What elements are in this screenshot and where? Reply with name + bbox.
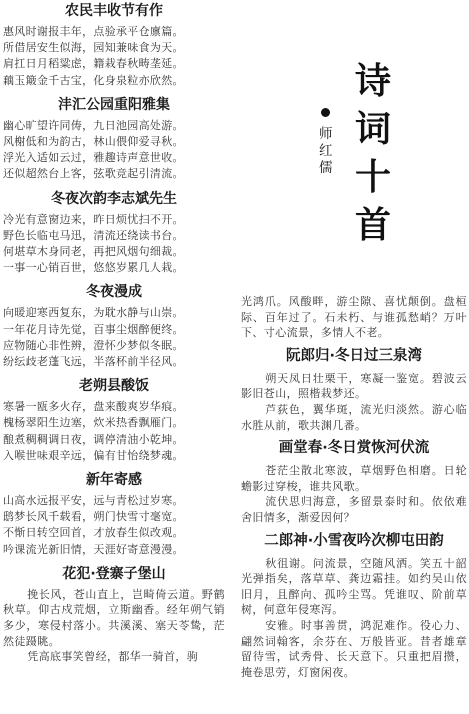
poem-line: 酿煮稠稠调日夜，调停清油小乾坤。: [3, 432, 184, 446]
poem-paragraph: 安雅。时事善贯，鸿泥难作。役心力、翩然词翰客，余芬在、万般皆亚。昔者雄章留待雪，试秀骨、长天意下。只重把眉攒，掩卷思劳，灯窗闲夜。: [241, 618, 467, 679]
poem-title: 花犯·登寨子堡山: [62, 565, 166, 582]
poem-title: 老朔县酸饭: [79, 378, 149, 395]
poem-title: 画堂春·冬日赏恢河伏流: [278, 440, 430, 457]
masthead-char: 十: [355, 157, 392, 198]
poem-paragraph: 凭高底事笑曾经，都华一骑首，驹: [27, 650, 199, 664]
right-column: [241, 294, 467, 680]
poem: [3, 376, 225, 464]
poem-paragraph: 挽长风，苍山直上，岂畸倚云道。野鹤秋草。仰古戍荒烟，立斯幽香。经年朔气销多少，寒侵村落小。共溪溪、塞天苓鸷，茫然徒蹑眺。: [3, 587, 225, 648]
bullet-dot-icon: [321, 108, 330, 117]
poem-title: 新年寄感: [86, 472, 142, 489]
poem: [241, 531, 467, 681]
poem-line: 一年花月诗先觉，百事尘烟醉便终。: [3, 322, 184, 336]
poem-line: 藕玉簸金千古宝，化身泉粒亦欣然。: [3, 73, 184, 87]
poem: [3, 189, 225, 277]
left-column: [3, 0, 225, 665]
poem-title: 二郎神·小雪夜吟次柳屯田韵: [264, 532, 444, 549]
poem: [3, 282, 225, 370]
poem-line: 幽心旷望许同俦，九日池园高处游。: [3, 118, 184, 132]
poem-paragraph: 流伏思归海意，多留景泰时和。依依难舍旧情多，渐爱因何？: [241, 495, 467, 524]
poem: [241, 346, 467, 433]
poem-line: 还似超然台上客，弦歌竞起引清流。: [3, 167, 184, 181]
poem-line: 吟课流光新旧情，天涯好寄意漫漫。: [3, 542, 184, 556]
poem-line: 应物随心非性辨，澄怀少梦似冬眠。: [3, 338, 184, 352]
poem: [3, 1, 225, 89]
poem: [3, 470, 225, 558]
masthead-char: 首: [355, 205, 392, 246]
poem: [3, 95, 225, 183]
poem-title: 阮郎归·冬日过三泉湾: [285, 347, 422, 364]
poem-line: 何堪草木身同老，再把风烟句细裁。: [3, 245, 184, 259]
poem-title: 农民丰收节有作: [65, 3, 163, 19]
poem-line: 风榭低和为韵古，林山偎仰爱寻秋。: [3, 135, 184, 149]
poem-line: 入喉世味艰辛远，偏有甘怡绕梦魂。: [3, 448, 184, 462]
author-char: 红: [319, 143, 333, 159]
poem: [3, 564, 225, 665]
poem-line: 所借居安生似海，园知兼味食为天。: [3, 41, 184, 55]
masthead-char: 诗: [355, 61, 392, 102]
poem-line: 肩扛日月稻粱虑，籍栽春秋畴垄延。: [3, 57, 184, 71]
poem-line: 冷光有意窗边来，昨日烦忧扫不开。: [3, 212, 184, 226]
poem: [241, 438, 467, 525]
poem-line: 鸱梦长风千载看，朔门快雪寸毫宽。: [3, 510, 184, 524]
poem-paragraph: 朔天凤日壮栗干，寒凝一鉴宽。碧波云影旧苍山，照楷栽梦还。: [241, 371, 467, 401]
poem-line: 一事一心销百世，悠悠岁累几人栽。: [3, 261, 184, 275]
poem-line: 向暖迎寒西复东，为耽水静与山崇。: [3, 306, 184, 320]
author-char: 儒: [319, 160, 333, 176]
poem-title: 沣汇公园重阳雅集: [58, 96, 170, 113]
poem-paragraph: 秋徂谢。问流景，空随风洒。笑五十韶光弹指矣，落草草、龚边霜挂。如约吴山依旧月，且醉向、孤吟尘骂。凭谁叹、阶前草树，何意年侵寒泻。: [241, 556, 467, 617]
poem-line: 惠风时谢报丰年，点验承平仓廪篇。: [3, 25, 184, 38]
masthead: [300, 60, 430, 260]
poem-line: 山高水远报平安，远与青松过岁寒。: [3, 494, 184, 508]
poem-line: 不惭日转空回首，才放春生似改观。: [3, 526, 184, 540]
author-char: 师: [319, 126, 333, 142]
masthead-char: 词: [355, 109, 392, 150]
poem-line: 野色长临屯马迅，清流还绕读书台。: [3, 228, 184, 242]
poem-line: 寒暑一瓯多火存，盘来酸爽岁华痕。: [3, 400, 184, 414]
poem-line: 浮光入适如云过，雅趣诗声意世收。: [3, 151, 184, 165]
poem-title: 冬夜漫成: [86, 284, 142, 301]
poem-paragraph: 芦荻色，翼华斑，流光归淡然。游心临水胜从前，歌共渊几番。: [241, 402, 467, 432]
poem-paragraph: 光鸿爪。风酸畔，游尘隙、喜忧颠倒。盘桓际、百年过了。石未朽、与谁孤愁峭？万叶下、寸心流景，多情人不老。: [241, 295, 467, 340]
poem-paragraph: 苍茫尘散北寒波，草烟野色相磨。日轮蟾影过穿梭，谁共风歌。: [241, 464, 467, 493]
poem-title: 冬夜次韵李志斌先生: [51, 190, 177, 207]
poem-line: 槐杨翠阳生边塞，炊米热香飘雁门。: [3, 416, 184, 430]
poem-line: 纷纭歧老蓬飞远，半落杯前半径风。: [3, 355, 184, 369]
